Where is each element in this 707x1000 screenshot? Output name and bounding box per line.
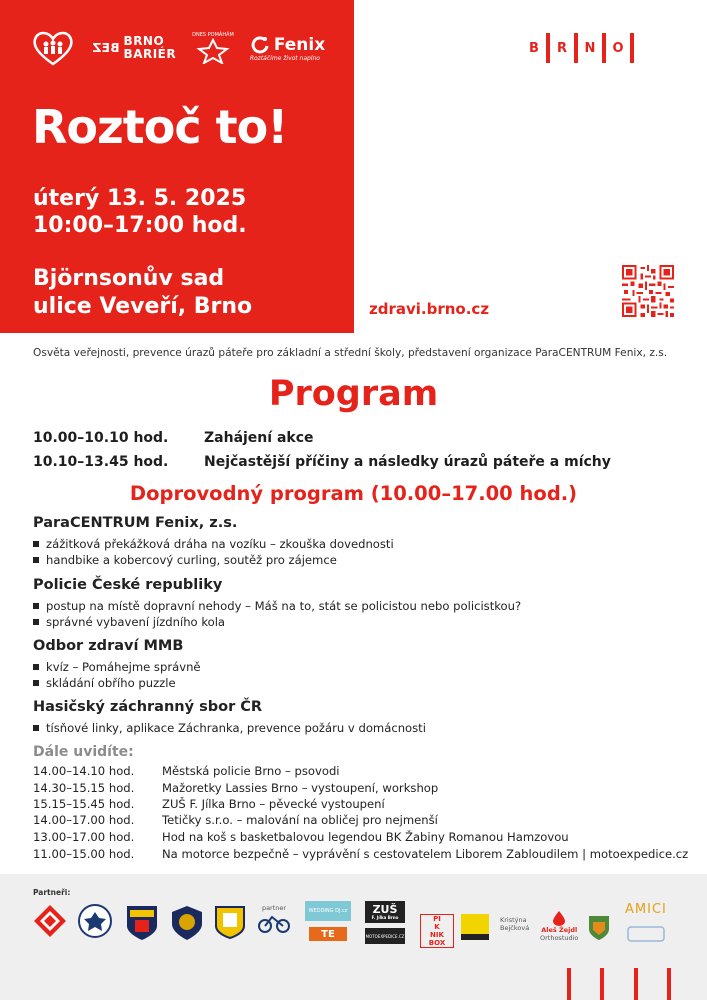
event-location-line1: Björnsonův sad bbox=[33, 266, 225, 291]
list-item-text: skládání obřího puzzle bbox=[46, 676, 176, 690]
zus-logo bbox=[365, 901, 405, 944]
piknik-text: NIK bbox=[430, 931, 444, 939]
schedule-text: Městská policie Brno – psovodi bbox=[162, 764, 340, 778]
brno-bar bbox=[667, 968, 671, 1000]
schedule-row bbox=[33, 764, 340, 778]
program-title: Zahájení akce bbox=[204, 430, 314, 446]
qr-code-icon[interactable] bbox=[622, 265, 674, 317]
program-row bbox=[33, 454, 611, 470]
organizer-logos bbox=[30, 30, 341, 66]
schedule-text: Tetičky s.r.o. – malování na obličej pro nejmenší bbox=[162, 813, 438, 827]
program-time: 10.00–10.10 hod. bbox=[33, 430, 169, 446]
bullet-icon bbox=[33, 619, 39, 625]
fenix-tagline: Roztáčíme život naplno bbox=[249, 54, 320, 62]
list-item bbox=[33, 615, 225, 629]
partner-text: partner bbox=[261, 904, 287, 912]
program-heading: Program bbox=[268, 374, 439, 414]
org-name: Odbor zdraví MMB bbox=[33, 638, 184, 654]
dnes-pomaham-text: DNES POMÁHÁM bbox=[192, 32, 234, 38]
brno-text: BRNO bbox=[123, 34, 165, 48]
list-item-text: tísňové linky, aplikace Záchranka, prevence požáru v domácnosti bbox=[46, 721, 426, 735]
piknik-text: BOX bbox=[428, 939, 446, 947]
schedule-row bbox=[33, 830, 569, 844]
fenix-name: Fenix bbox=[273, 34, 326, 55]
kristyna-text: Bejčková bbox=[500, 924, 530, 932]
wedding-dj-text: WEDDING DJ.cz bbox=[305, 901, 351, 921]
org-name: Hasičský záchranný sbor ČR bbox=[33, 699, 263, 715]
list-item-text: postup na místě dopravní nehody – Máš na to, stát se policistou nebo policistkou? bbox=[46, 599, 522, 613]
city-police-logo bbox=[125, 904, 159, 942]
police-badge-logo bbox=[170, 904, 204, 942]
zus-sub: F. Jílka Brno bbox=[371, 914, 399, 920]
list-item bbox=[33, 676, 176, 690]
bez-mirror-text: BEZ bbox=[92, 40, 120, 55]
list-item-text: kvíz – Pomáhejme správně bbox=[46, 660, 201, 674]
piknik-text: PI bbox=[433, 915, 441, 923]
schedule-time: 15.15–15.45 hod. bbox=[33, 797, 135, 811]
amici-logo bbox=[625, 902, 667, 945]
brno-letter-o: O bbox=[612, 40, 624, 56]
schedule-time: 11.00–15.00 hod. bbox=[33, 847, 135, 861]
motoexpedice-logo: MOTOEXPEDICE.CZ bbox=[365, 928, 405, 944]
program-time: 10.10–13.45 hod. bbox=[33, 454, 169, 470]
fenix-icon bbox=[250, 35, 270, 55]
brno-bar bbox=[600, 968, 604, 1000]
piknik-text: K bbox=[434, 923, 440, 931]
org-name: ParaCENTRUM Fenix, z.s. bbox=[33, 515, 238, 531]
event-location-line2: ulice Veveří, Brno bbox=[33, 294, 253, 319]
ales-sub: Orthostudio bbox=[540, 934, 579, 942]
ales-zejdl-logo bbox=[540, 910, 578, 942]
brno-bar bbox=[634, 968, 638, 1000]
schedule-time: 13.00–17.00 hod. bbox=[33, 830, 135, 844]
ales-text: Aleš Žejdl bbox=[541, 926, 578, 934]
event-title: Roztoč to! bbox=[32, 100, 288, 154]
schedule-time: 14.00–14.10 hod. bbox=[33, 764, 135, 778]
te-logo: TE bbox=[309, 927, 347, 941]
brno-bar bbox=[630, 33, 634, 63]
bullet-icon bbox=[33, 725, 39, 731]
kristyna-text: Kristýna bbox=[500, 916, 527, 924]
org-name: Policie České republiky bbox=[33, 577, 223, 593]
bullet-icon bbox=[33, 664, 39, 670]
side-program-heading: Doprovodný program (10.00–17.00 hod.) bbox=[129, 482, 578, 505]
list-item bbox=[33, 553, 337, 567]
brno-bez-barier-logo bbox=[92, 35, 176, 61]
brno-letter-b: B bbox=[529, 40, 539, 56]
dnes-pomaham-logo bbox=[192, 32, 234, 64]
partners-label: Partneři: bbox=[33, 888, 71, 897]
wedding-dj-logo bbox=[305, 901, 351, 941]
fire-rescue-logo bbox=[33, 904, 67, 938]
list-item-text: handbike a kobercový curling, soutěž pro zájemce bbox=[46, 553, 337, 567]
bullet-icon bbox=[33, 603, 39, 609]
school-logo bbox=[213, 904, 247, 940]
bullet-icon bbox=[33, 680, 39, 686]
brno-bar bbox=[567, 968, 571, 1000]
brno-letter-r: R bbox=[556, 40, 567, 56]
list-item-text: zážitková překážková dráha na vozíku – zkouška dovednosti bbox=[46, 537, 394, 551]
list-item bbox=[33, 660, 201, 674]
program-title: Nejčastější příčiny a následky úrazů páteře a míchy bbox=[204, 454, 611, 470]
list-item bbox=[33, 537, 394, 551]
bullet-icon bbox=[33, 557, 39, 563]
hero-banner bbox=[0, 0, 354, 333]
zus-text: ZUŠ bbox=[372, 902, 398, 916]
schedule-row bbox=[33, 847, 688, 861]
event-time: 10:00–17:00 hod. bbox=[33, 213, 247, 238]
program-row bbox=[33, 430, 314, 446]
crest-logo bbox=[587, 914, 611, 942]
brno-city-logo bbox=[522, 33, 634, 63]
schedule-row bbox=[33, 781, 438, 795]
bullet-icon bbox=[33, 541, 39, 547]
kristyna-bejckova-logo bbox=[500, 916, 529, 932]
website-link[interactable]: zdravi.brno.cz bbox=[369, 300, 490, 318]
barier-text: BARIÉR bbox=[123, 47, 177, 61]
schedule-row bbox=[33, 813, 438, 827]
piknik-box-logo bbox=[420, 914, 454, 948]
list-item bbox=[33, 599, 521, 613]
amici-text: AMICI bbox=[625, 902, 667, 917]
police-cr-logo bbox=[78, 904, 112, 938]
schedule-text: ZUŠ F. Jílka Brno – pěvecké vystoupení bbox=[162, 797, 385, 811]
schedule-row bbox=[33, 797, 385, 811]
intro-text: Osvěta veřejnosti, prevence úrazů páteře pro základní a střední školy, představení organizace ParaCENTRUM Fenix, z.s. bbox=[33, 347, 668, 359]
list-item-text: správné vybavení jízdního kola bbox=[46, 615, 226, 629]
heart-family-logo bbox=[30, 30, 76, 66]
fenix-logo bbox=[250, 35, 325, 62]
schedule-text: Na motorce bezpečně – vyprávění s cestovatelem Liborem Zabloudilem | motoexpedice.cz bbox=[162, 847, 689, 861]
schedule-time: 14.00–17.00 hod. bbox=[33, 813, 135, 827]
partner-cycling-logo bbox=[257, 904, 291, 934]
also-see-heading: Dále uvidíte: bbox=[33, 744, 134, 760]
schedule-text: Hod na koš s basketbalovou legendou BK Žabiny Romanou Hamzovou bbox=[162, 830, 569, 844]
schedule-time: 14.30–15.15 hod. bbox=[33, 781, 135, 795]
brno-letter-n: N bbox=[584, 40, 596, 56]
list-item bbox=[33, 721, 426, 735]
event-date: úterý 13. 5. 2025 bbox=[33, 186, 247, 211]
yellow-partner-logo bbox=[461, 914, 489, 940]
schedule-text: Mažoretky Lassies Brno – vystoupení, workshop bbox=[162, 781, 439, 795]
